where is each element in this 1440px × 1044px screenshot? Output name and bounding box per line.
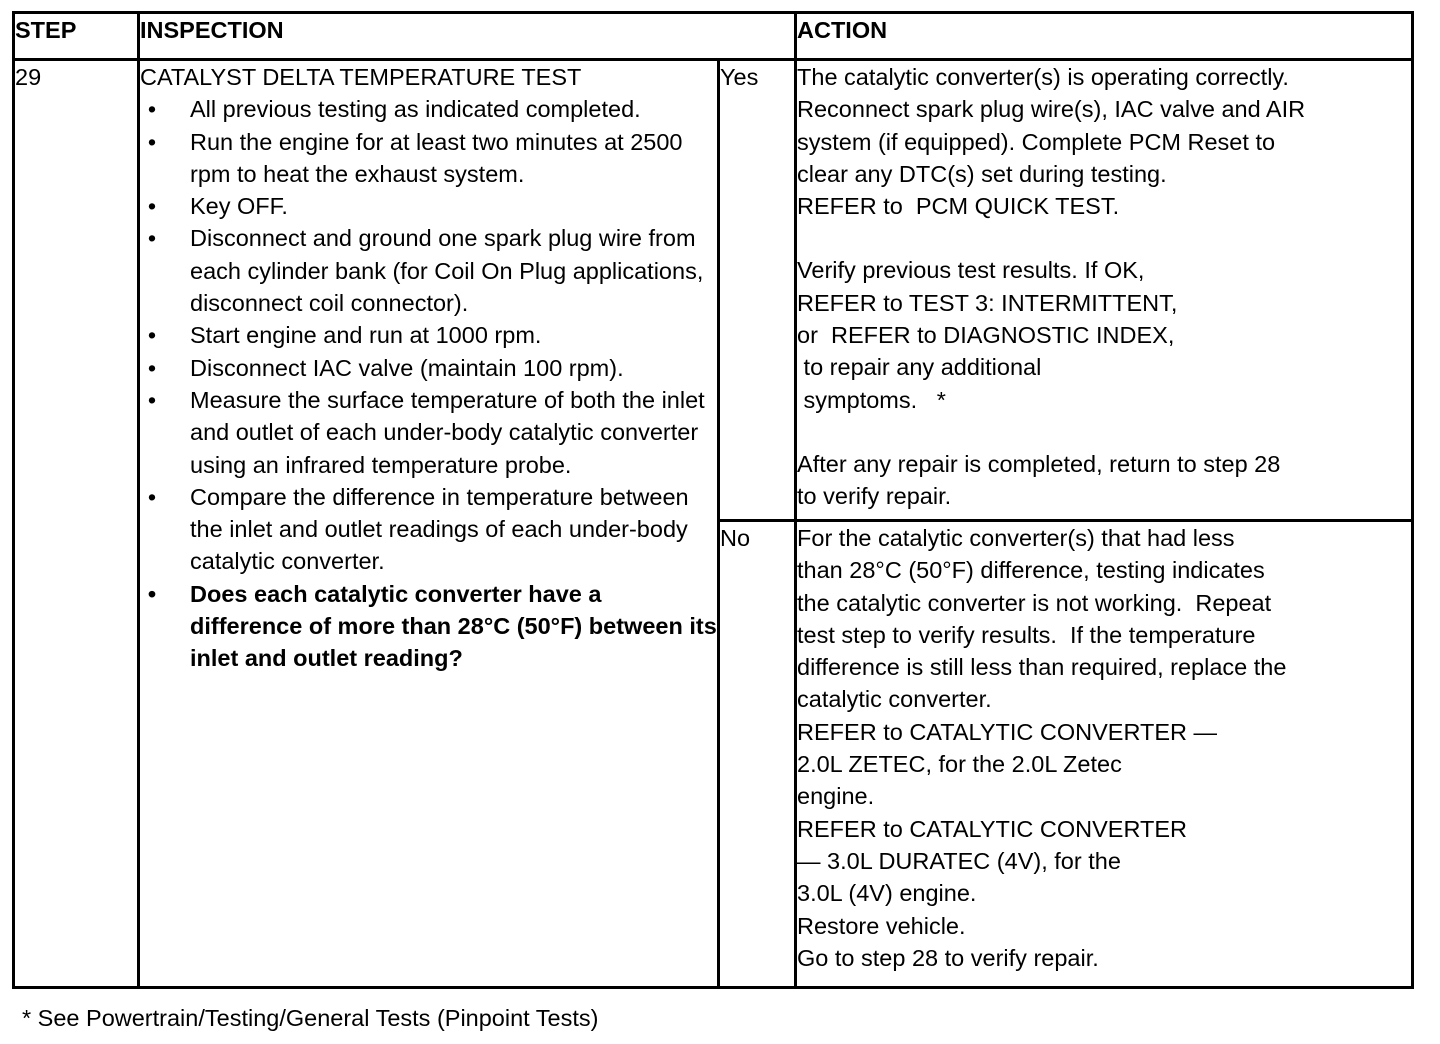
inspection-bullet-text: Run the engine for at least two minutes at 2500 rpm to heat the exhaust system. (190, 128, 683, 187)
diagnostic-step-table (12, 11, 1414, 989)
inspection-bullet-text: Start engine and run at 1000 rpm. (190, 322, 542, 349)
bullet-dot-icon: • (147, 483, 157, 510)
yes-action-line: system (if equipped). Complete PCM Reset to (797, 128, 1276, 155)
inspection-bullet (140, 578, 717, 675)
no-action-line: catalytic converter. (797, 686, 992, 713)
yes-action-line: REFER to PCM QUICK TEST. (797, 193, 1120, 220)
bullet-dot-icon: • (147, 354, 157, 381)
inspection-bullet (140, 126, 717, 191)
step-row-yes (14, 60, 1413, 521)
answer-no-label: No (719, 521, 796, 988)
no-action-line: the catalytic converter is not working. Repeat (797, 589, 1272, 616)
no-action-line: REFER to CATALYTIC CONVERTER — (797, 718, 1218, 745)
inspection-bullet-text: Disconnect IAC valve (maintain 100 rpm). (190, 354, 624, 381)
inspection-bullet-text: Compare the difference in temperature between the inlet and outlet readings of each under-body catalytic converter. (190, 483, 689, 575)
inspection-bullet-text: Measure the surface temperature of both the inlet and outlet of each under-body catalytic converter using an infrared temperature probe. (190, 386, 705, 478)
blank-line (797, 416, 1411, 448)
no-action-line: For the catalytic converter(s) that had less (797, 525, 1235, 551)
bullet-dot-icon: • (147, 225, 157, 252)
bullet-dot-icon: • (147, 128, 157, 155)
inspection-bullet (140, 222, 717, 319)
step-number: 29 (14, 60, 139, 988)
yes-action-line: Reconnect spark plug wire(s), IAC valve and AIR (797, 96, 1306, 123)
inspection-bullet (140, 481, 717, 578)
no-action-cell (796, 521, 1413, 988)
bullet-dot-icon: • (147, 193, 157, 220)
yes-action-line: clear any DTC(s) set during testing. (797, 160, 1167, 187)
inspection-bullet-list (140, 93, 717, 674)
yes-action-line: After any repair is completed, return to step 28 (797, 450, 1281, 477)
yes-action-cell (796, 60, 1413, 521)
bullet-dot-icon: • (147, 580, 157, 607)
header-action: ACTION (796, 13, 1413, 60)
yes-action-line: to repair any additional (797, 354, 1042, 381)
no-action-line: engine. (797, 783, 875, 810)
inspection-bullet (140, 190, 717, 222)
inspection-bullet-text: Does each catalytic converter have a difference of more than 28°C (50°F) between its inlet and outlet reading? (190, 580, 717, 672)
inspection-bullet-text: Disconnect and ground one spark plug wire from each cylinder bank (for Coil On Plug applications, disconnect coil connector). (190, 225, 704, 317)
inspection-cell (139, 60, 719, 988)
no-action-line: test step to verify results. If the temperature (797, 621, 1256, 648)
no-action-line: difference is still less than required, replace the (797, 654, 1287, 681)
inspection-bullet (140, 352, 717, 384)
no-action-line: Go to step 28 to verify repair. (797, 944, 1099, 971)
no-action-line: Restore vehicle. (797, 912, 966, 939)
footnote: * See Powertrain/Testing/General Tests (Pinpoint Tests) (22, 1005, 599, 1031)
blank-line (797, 222, 1411, 254)
yes-action-line: Verify previous test results. If OK, (797, 257, 1145, 284)
inspection-bullet (140, 384, 717, 481)
header-inspection: INSPECTION (139, 13, 796, 60)
header-step: STEP (14, 13, 139, 60)
inspection-title: CATALYST DELTA TEMPERATURE TEST (140, 64, 582, 90)
answer-yes-label: Yes (719, 60, 796, 521)
no-action-line: 2.0L ZETEC, for the 2.0L Zetec (797, 751, 1122, 778)
bullet-dot-icon: • (147, 322, 157, 349)
no-action-line: REFER to CATALYTIC CONVERTER (797, 815, 1188, 842)
bullet-dot-icon: • (147, 386, 157, 413)
bullet-dot-icon: • (147, 96, 157, 123)
yes-action-line: or REFER to DIAGNOSTIC INDEX, (797, 322, 1175, 349)
inspection-bullet (140, 93, 717, 125)
yes-action-line: symptoms. * (797, 386, 946, 413)
no-action-line: 3.0L (4V) engine. (797, 880, 977, 907)
yes-action-line: to verify repair. (797, 483, 952, 510)
yes-action-line: The catalytic converter(s) is operating correctly. (797, 64, 1289, 90)
inspection-bullet-text: All previous testing as indicated completed. (190, 96, 641, 123)
no-action-line: — 3.0L DURATEC (4V), for the (797, 847, 1121, 874)
no-action-line: than 28°C (50°F) difference, testing indicates (797, 557, 1265, 584)
yes-action-line: REFER to TEST 3: INTERMITTENT, (797, 289, 1178, 316)
inspection-bullet-text: Key OFF. (190, 193, 288, 220)
header-row (14, 13, 1413, 60)
inspection-bullet (140, 319, 717, 351)
